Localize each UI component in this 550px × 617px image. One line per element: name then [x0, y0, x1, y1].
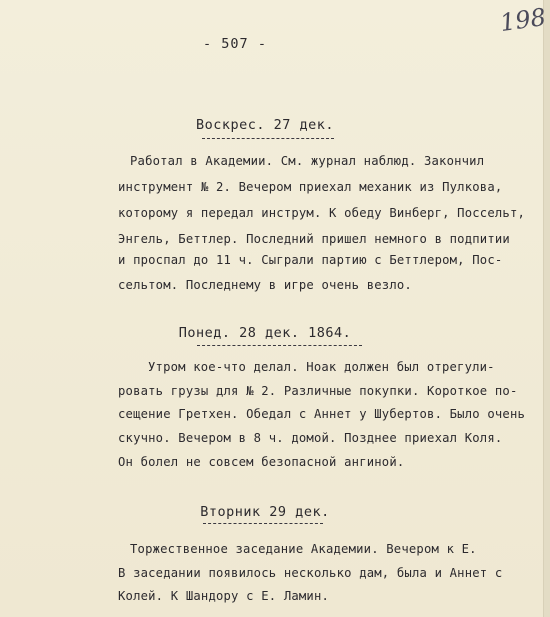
text-line: Торжественное заседание Академии. Вечером к Е.	[130, 542, 477, 556]
text-line: В заседании появилось несколько дам, была и Аннет с	[118, 566, 503, 580]
page-number: - 507 -	[203, 36, 267, 52]
heading-underline	[202, 138, 334, 139]
entry-heading: Воскрес. 27 дек.	[195, 117, 335, 133]
text-line: Работал в Академии. См. журнал наблюд. Закончил	[130, 154, 485, 168]
archive-number: 198	[498, 2, 548, 38]
text-line: Колей. К Шандору с Е. Ламин.	[118, 589, 330, 603]
entry-heading: Вторник 29 дек.	[200, 504, 330, 520]
text-line: ровать грузы для № 2. Различные покупки. Короткое по-	[118, 384, 518, 398]
text-line: инструмент № 2. Вечером приехал механик из Пулкова,	[118, 180, 503, 194]
text-line: скучно. Вечером в 8 ч. домой. Позднее приехал Коля.	[118, 431, 503, 445]
text-line: Он болел не совсем безопасной ангиной.	[118, 455, 405, 469]
text-line: которому я передал инструм. К обеду Винберг, Поссельт,	[118, 206, 526, 220]
text-line: сельтом. Последнему в игре очень везло.	[118, 278, 412, 292]
text-line: и проспал до 11 ч. Сыграли партию с Беттлером, Пос-	[118, 253, 503, 267]
text-line: Энгель, Беттлер. Последний пришел немного в подпитии	[118, 232, 510, 246]
text-line: сещение Гретхен. Обедал с Аннет у Шубертов. Было очень	[118, 407, 526, 421]
page-edge	[543, 0, 550, 617]
heading-underline	[203, 523, 323, 524]
heading-underline	[197, 345, 362, 346]
text-line: Утром кое-что делал. Ноак должен был отрегули-	[148, 360, 495, 374]
entry-heading: Понед. 28 дек. 1864.	[178, 325, 352, 341]
